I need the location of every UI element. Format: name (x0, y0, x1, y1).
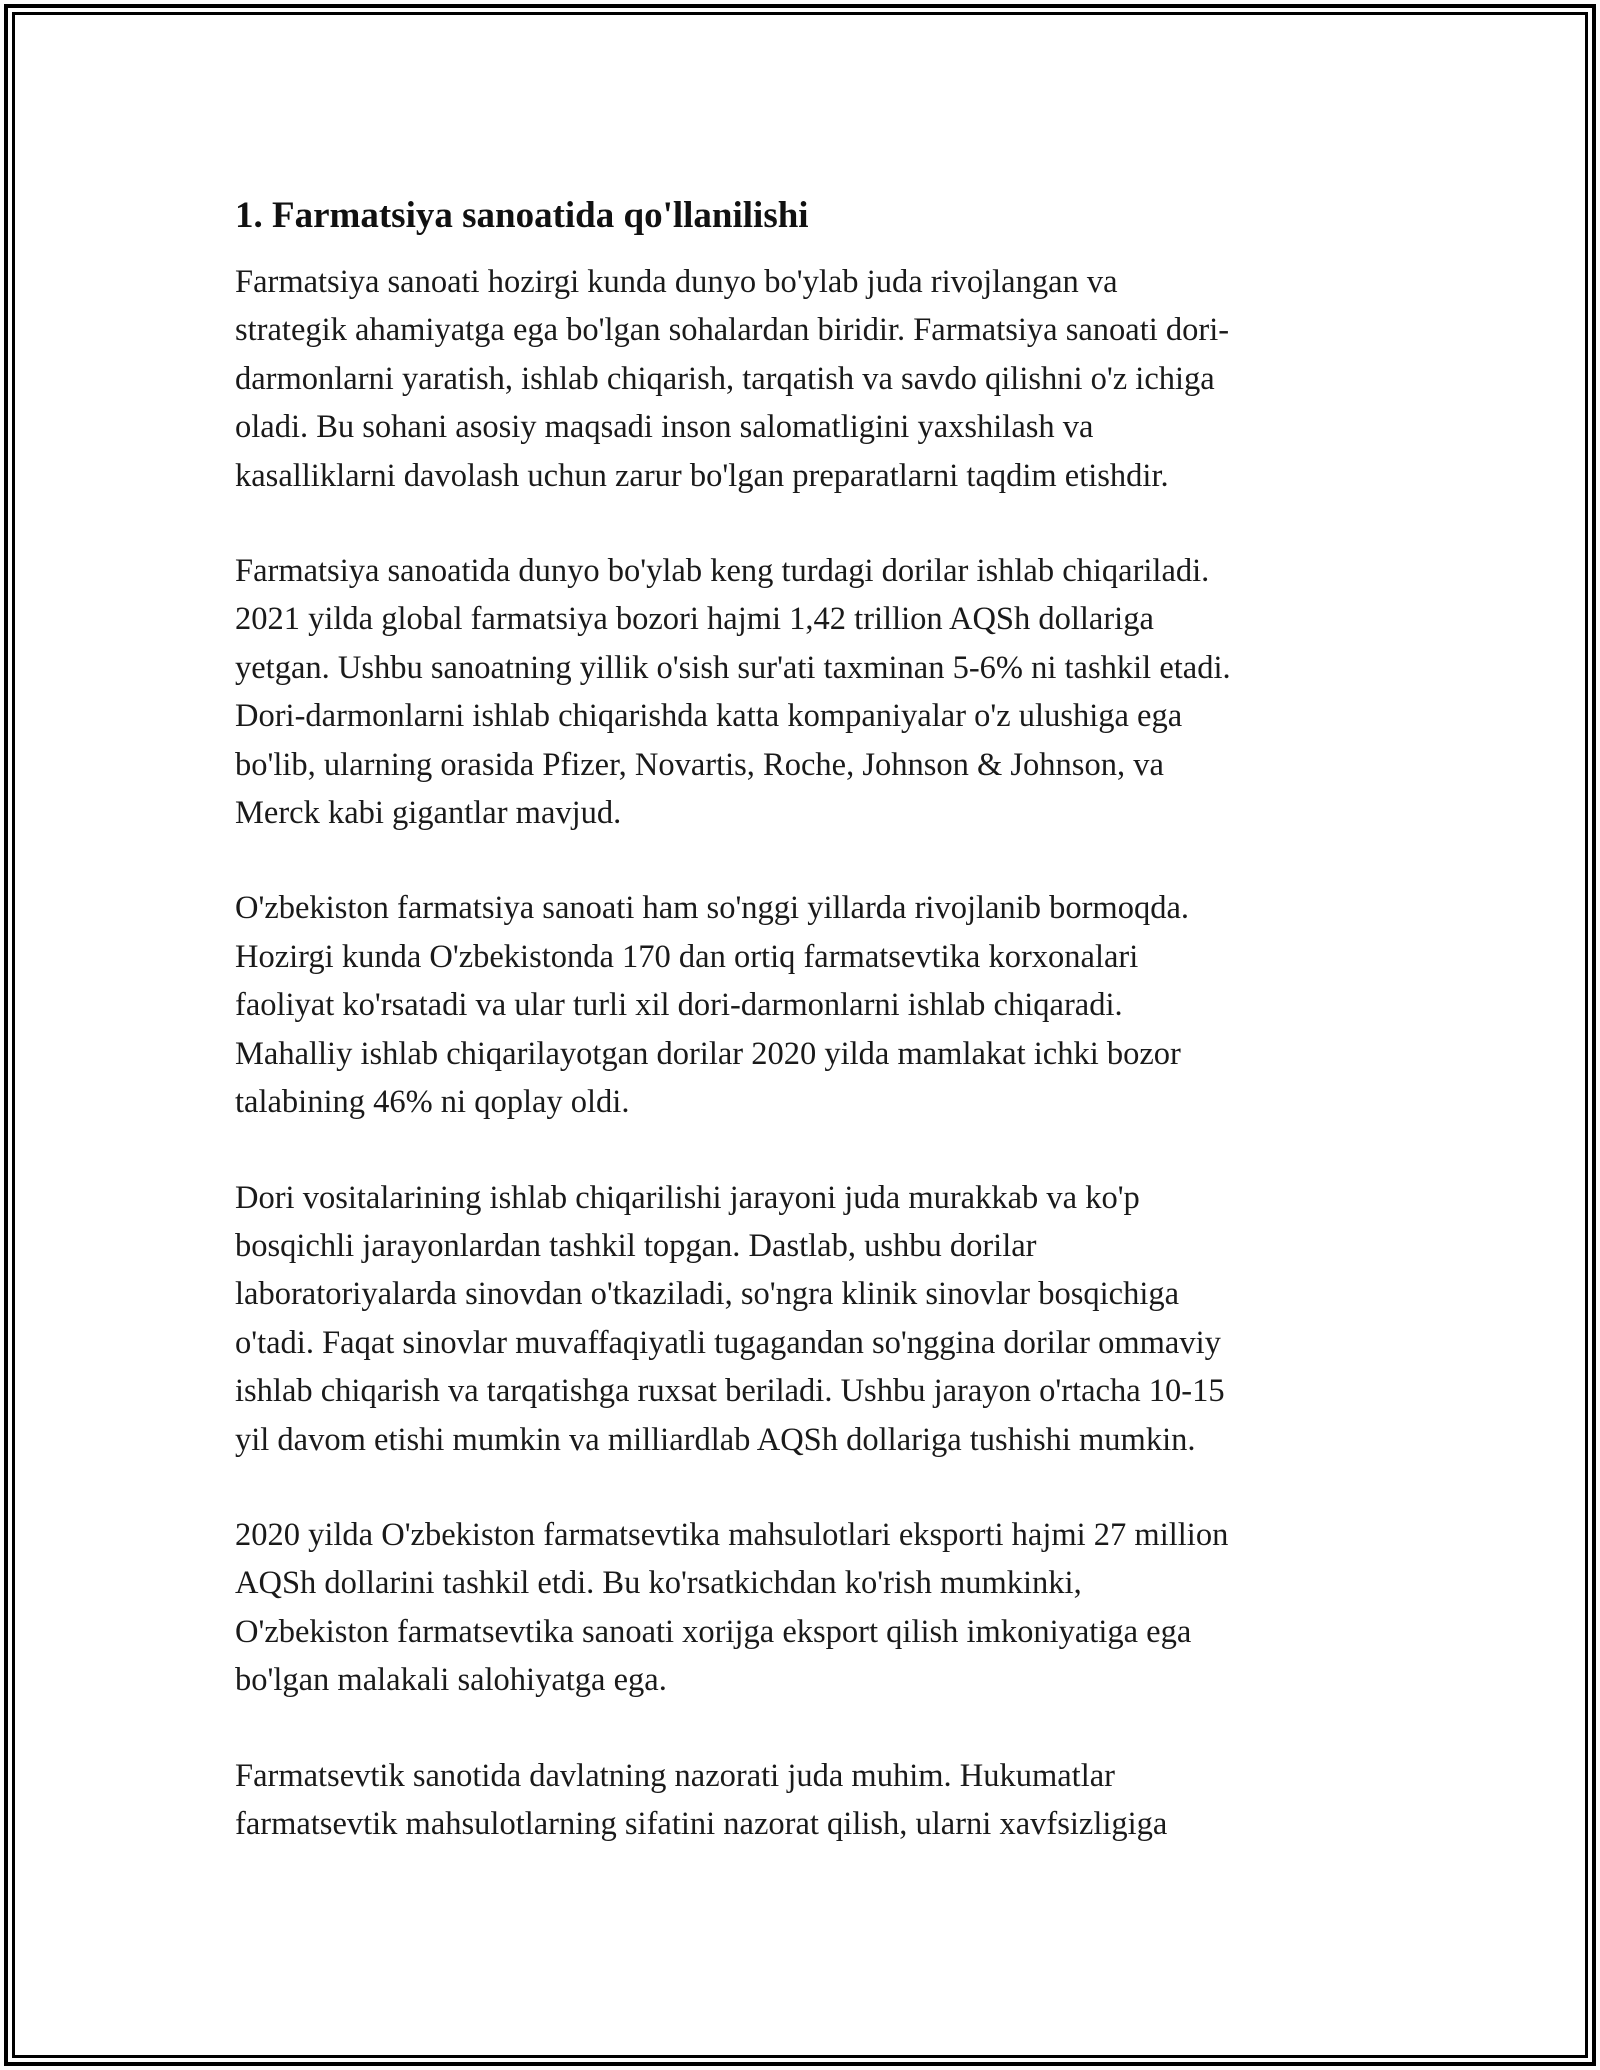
text-line: o'tadi. Faqat sinovlar muvaffaqiyatli tugagandan so'nggina dorilar ommaviy (235, 1324, 1221, 1361)
paragraph-1 (235, 258, 1365, 500)
text-line: oladi. Bu sohani asosiy maqsadi inson salomatligini yaxshilash va (235, 409, 1094, 446)
text-line: Mahalliy ishlab chiqarilayotgan dorilar 2020 yilda mamlakat ichki bozor (235, 1035, 1181, 1072)
section-heading: 1. Farmatsiya sanoatida qo'llanilishi (235, 195, 809, 236)
text-line: Hozirgi kunda O'zbekistonda 170 dan ortiq farmatsevtika korxonalari (235, 938, 1139, 975)
text-line: bo'lgan malakali salohiyatga ega. (235, 1662, 667, 1699)
paragraph-4 (235, 1174, 1365, 1464)
text-line: talabining 46% ni qoplay oldi. (235, 1084, 630, 1121)
text-line: darmonlarni yaratish, ishlab chiqarish, tarqatish va savdo qilishni o'z ichiga (235, 360, 1215, 397)
text-line: O'zbekiston farmatsevtika sanoati xorijga eksport qilish imkoniyatiga ega (235, 1613, 1192, 1650)
text-line: Dori vositalarining ishlab chiqarilishi jarayoni juda murakkab va ko'p (235, 1179, 1140, 1216)
text-line: kasalliklarni davolash uchun zarur bo'lgan preparatlarni taqdim etishdir. (235, 457, 1169, 494)
text-line: yil davom etishi mumkin va milliardlab AQSh dollariga tushishi mumkin. (235, 1421, 1196, 1458)
text-line: 2020 yilda O'zbekiston farmatsevtika mahsulotlari eksporti hajmi 27 million (235, 1516, 1229, 1553)
paragraphs-container (235, 258, 1365, 1848)
paragraph-6 (235, 1752, 1365, 1849)
text-line: ishlab chiqarish va tarqatishga ruxsat beriladi. Ushbu jarayon o'rtacha 10-15 (235, 1373, 1225, 1410)
text-line: O'zbekiston farmatsiya sanoati ham so'nggi yillarda rivojlanib bormoqda. (235, 890, 1189, 927)
paragraph-2 (235, 547, 1365, 837)
document-body (235, 186, 1365, 1848)
text-line: farmatsevtik mahsulotlarning sifatini nazorat qilish, ularni xavfsizligiga (235, 1805, 1168, 1842)
text-line: Farmatsevtik sanotida davlatning nazorati juda muhim. Hukumatlar (235, 1757, 1115, 1794)
text-line: 2021 yilda global farmatsiya bozori hajmi 1,42 trillion AQSh dollariga (235, 601, 1154, 638)
text-line: bo'lib, ularning orasida Pfizer, Novartis, Roche, Johnson & Johnson, va (235, 746, 1164, 783)
text-line: faoliyat ko'rsatadi va ular turli xil dori-darmonlarni ishlab chiqaradi. (235, 987, 1123, 1024)
paragraph-3 (235, 884, 1365, 1126)
paragraph-5 (235, 1511, 1365, 1705)
text-line: Merck kabi gigantlar mavjud. (235, 795, 622, 832)
text-line: Farmatsiya sanoatida dunyo bo'ylab keng turdagi dorilar ishlab chiqariladi. (235, 553, 1210, 590)
text-line: yetgan. Ushbu sanoatning yillik o'sish sur'ati taxminan 5-6% ni tashkil etadi. (235, 649, 1231, 686)
text-line: bosqichli jarayonlardan tashkil topgan. Dastlab, ushbu dorilar (235, 1227, 1037, 1264)
text-line: Dori-darmonlarni ishlab chiqarishda katta kompaniyalar o'z ulushiga ega (235, 698, 1183, 735)
text-line: laboratoriyalarda sinovdan o'tkaziladi, so'ngra klinik sinovlar bosqichiga (235, 1276, 1180, 1313)
text-line: strategik ahamiyatga ega bo'lgan sohalardan biridir. Farmatsiya sanoati dori- (235, 312, 1230, 349)
text-line: AQSh dollarini tashkil etdi. Bu ko'rsatkichdan ko'rish mumkinki, (235, 1565, 1082, 1602)
text-line: Farmatsiya sanoati hozirgi kunda dunyo bo'ylab juda rivojlangan va (235, 264, 1118, 300)
